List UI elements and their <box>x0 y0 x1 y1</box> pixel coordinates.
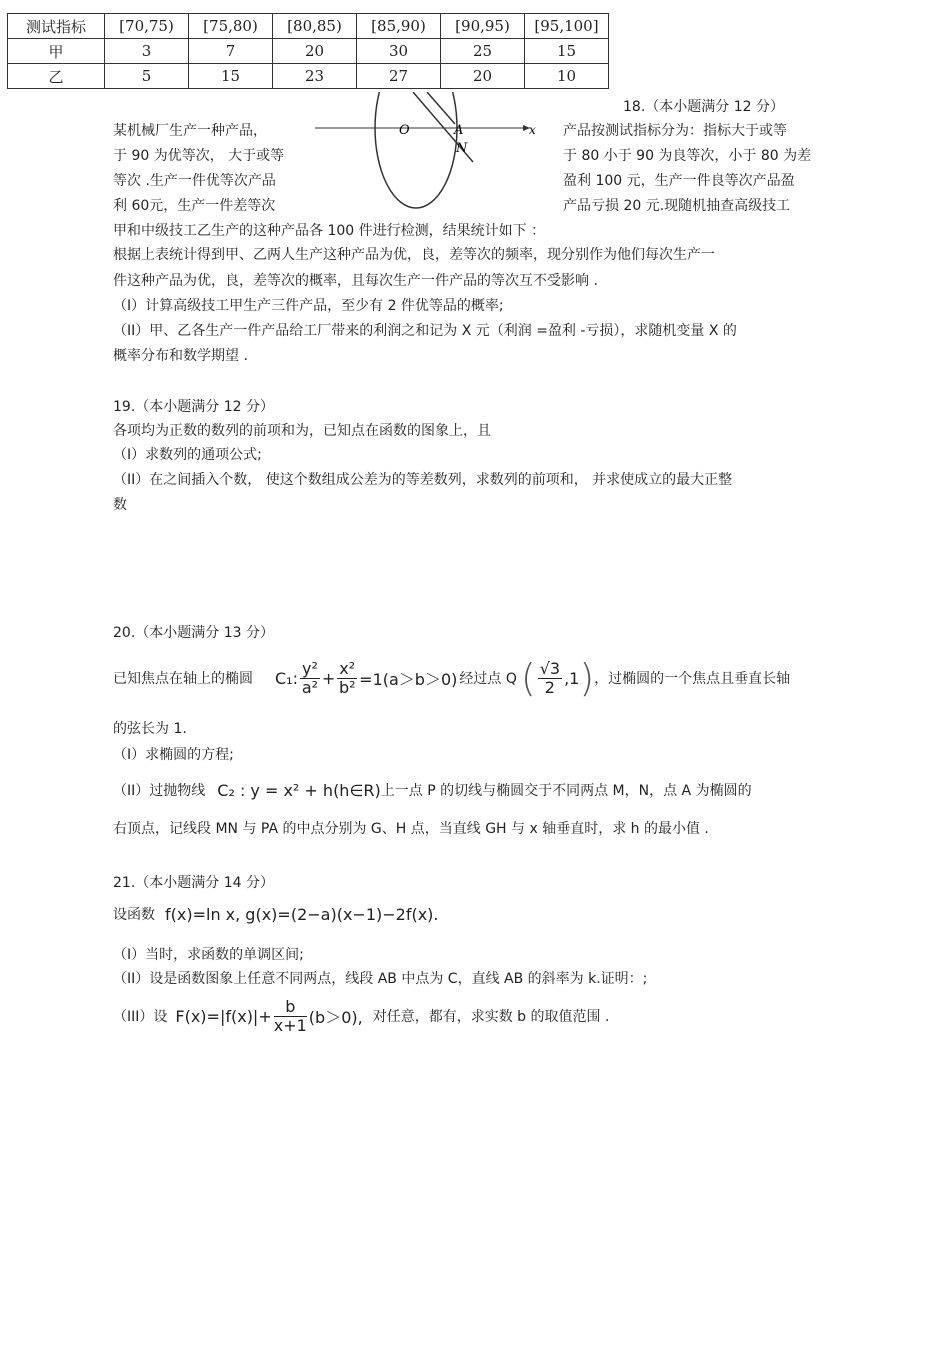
table-row <box>8 64 609 89</box>
table-cell: 5 <box>105 64 189 89</box>
label-x: x <box>529 123 536 137</box>
table-cell: 20 <box>273 39 357 64</box>
q21-part3b: 对任意，都有，求实数 b 的取值范围 . <box>372 1009 610 1025</box>
score-table <box>7 13 609 89</box>
table-header-row <box>8 14 609 39</box>
q21-part3a: （III）设 <box>113 1009 168 1025</box>
q18-line6: 根据上表统计得到甲、乙两人生产这种产品为优，良，差等次的频率，现分别作为他们每次生产一 <box>113 247 715 263</box>
q18-line4b: 产品亏损 20 元.现随机抽查高级技工 <box>563 198 791 214</box>
paren-left: ( <box>520 656 536 700</box>
ellipse-curve <box>375 92 457 208</box>
paren-right: ) <box>579 656 595 700</box>
label-n: N <box>456 141 468 156</box>
point-q <box>521 656 594 700</box>
frac-x2-b2 <box>337 660 357 697</box>
table-row <box>8 39 609 64</box>
table-row-label: 乙 <box>8 64 105 89</box>
q18-line1b: 产品按测试指标分为：指标大于或等 <box>563 123 787 139</box>
parabola-c2: C₂ : y = x² + h(h∈R) <box>217 780 381 800</box>
q21-part2: （II）设是函数图象上任意不同两点，线段 AB 中点为 C，直线 AB 的斜率为 k.证明：; <box>113 971 648 987</box>
ellipse-figure <box>315 92 550 212</box>
table-cell: 23 <box>273 64 357 89</box>
q21-title: 21.（本小题满分 14 分） <box>113 875 274 891</box>
q19-part3: 数 <box>113 497 127 513</box>
frac-y2-a2 <box>300 660 320 697</box>
q18-line2a: 于 90 为优等次， 大于或等 <box>113 148 285 164</box>
table-header-cell: [70,75) <box>105 14 189 39</box>
table-cell: 27 <box>357 64 441 89</box>
q19-part1: （I）求数列的通项公式; <box>113 447 262 463</box>
label-a: A <box>454 123 464 138</box>
table-header-cell: [95,100] <box>525 14 609 39</box>
frac-b-x1 <box>274 998 307 1035</box>
q18-title: 18.（本小题满分 12 分） <box>623 99 784 115</box>
q21-part3 <box>113 994 609 1038</box>
q20-part1: （I）求椭圆的方程; <box>113 747 234 763</box>
table-header-cell: [80,85) <box>273 14 357 39</box>
frac-num: x² <box>339 658 356 678</box>
table-row-label: 甲 <box>8 39 105 64</box>
table-cell: 20 <box>441 64 525 89</box>
table-cell: 15 <box>189 64 273 89</box>
q19-part2: （II）在之间插入个数， 使这个数组成公差为的等差数列，求数列的前项和， 并求使成立的最大正整 <box>113 472 733 488</box>
frac-num: √3 <box>539 658 561 678</box>
table-cell: 3 <box>105 39 189 64</box>
frac-den: b² <box>338 677 356 697</box>
q19-title: 19.（本小题满分 12 分） <box>113 399 274 415</box>
q20-part3: 右顶点，记线段 MN 与 PA 的中点分别为 G、H 点，当直线 GH 与 x 轴垂直时，求 h 的最小值 . <box>113 821 709 837</box>
table-cell: 10 <box>525 64 609 89</box>
table-cell: 15 <box>525 39 609 64</box>
table-header-cell: [85,90) <box>357 14 441 39</box>
q18-line1a: 某机械厂生产一种产品， <box>113 123 267 139</box>
q19-line1: 各项均为正数的数列的前项和为，已知点在函数的图象上，且 <box>113 423 491 439</box>
q20-part2b: 上一点 P 的切线与椭圆交于不同两点 M，N，点 A 为椭圆的 <box>380 783 752 799</box>
ellipse-eq: =1(a＞b＞0) <box>359 669 458 689</box>
frac-num: b <box>274 998 307 1017</box>
q20-line2: 的弦长为 1. <box>113 721 187 737</box>
function-f-g: f(x)=ln x, g(x)=(2−a)(x−1)−2f(x). <box>165 904 439 924</box>
ellipse-c1: C₁: <box>275 668 298 688</box>
b-condition: (b＞0), <box>308 1007 363 1027</box>
q18-part2: （II）甲、乙各生产一件产品给工厂带来的利润之和记为 X 元（利润 =盈利 -亏损），求随机变量 X 的 <box>113 323 737 339</box>
frac-den: x+1 <box>273 1015 307 1035</box>
q20-line1a: 已知焦点在轴上的椭圆 <box>113 671 253 687</box>
q20-title: 20.（本小题满分 13 分） <box>113 625 274 641</box>
q18-line5: 甲和中级技工乙生产的这种产品各 100 件进行检测，结果统计如下 ： <box>113 223 546 239</box>
q20-part2a: （II）过抛物线 <box>113 783 206 799</box>
plus-sign: + <box>321 668 336 688</box>
q20-part2 <box>113 780 752 800</box>
q18-line2b: 于 80 小于 90 为良等次，小于 80 为差 <box>563 148 812 164</box>
point-q-y: ,1 <box>564 668 580 688</box>
table-header-cell: 测试指标 <box>8 14 105 39</box>
q20-line1 <box>113 652 790 704</box>
q18-line3b: 盈利 100 元，生产一件良等次产品盈 <box>563 173 795 189</box>
q18-part1: （I）计算高级技工甲生产三件产品，至少有 2 件优等品的概率; <box>113 298 504 314</box>
frac-sqrt3-2 <box>538 660 562 697</box>
table-cell: 7 <box>189 39 273 64</box>
label-o: O <box>399 123 410 138</box>
q18-part3: 概率分布和数学期望 . <box>113 348 248 364</box>
q18-line7: 件这种产品为优，良，差等次的概率，且每次生产一件产品的等次互不受影响 . <box>113 273 598 289</box>
table-header-cell: [75,80) <box>189 14 273 39</box>
frac-num: y² <box>301 658 318 678</box>
frac-den: 2 <box>544 677 555 697</box>
table-cell: 25 <box>441 39 525 64</box>
q21-line1 <box>113 904 439 924</box>
q21-part1: （I）当时，求函数的单调区间; <box>113 947 304 963</box>
q20-line1b: ，过椭圆的一个焦点且垂直长轴 <box>594 671 791 687</box>
q18-line4a: 利 60元，生产一件差等次 <box>113 198 276 214</box>
table-cell: 30 <box>357 39 441 64</box>
table-header-cell: [90,95) <box>441 14 525 39</box>
q21-line1a: 设函数 <box>113 907 155 923</box>
function-big-f: F(x)=|f(x)|+ <box>175 1006 272 1026</box>
chord-line <box>427 92 455 124</box>
q18-line3a: 等次 .生产一件优等次产品 <box>113 173 276 189</box>
passes-point: 经过点 Q <box>459 671 517 687</box>
frac-den: a² <box>301 677 319 697</box>
